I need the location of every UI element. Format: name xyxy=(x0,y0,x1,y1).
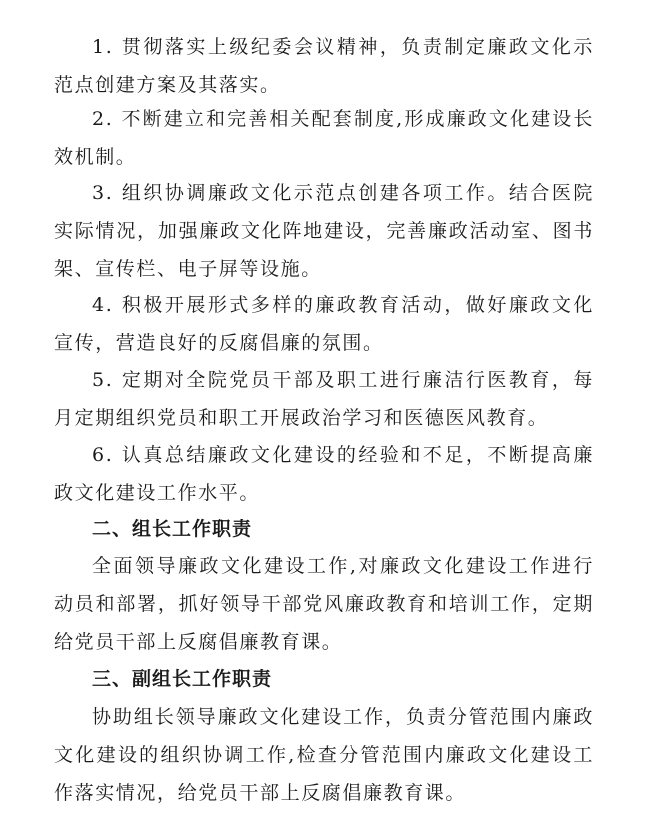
section-body-deputy-leader: 协助组长领导廉政文化建设工作，负责分管范围内廉政文化建设的组织协调工作,检查分管范围内廉政文化建设工作落实情况，给党员干部上反腐倡廉教育课。 xyxy=(54,706,594,804)
duty-item-3: 3. 组织协调廉政文化示范点创建各项工作。结合医院实际情况，加强廉政文化阵地建设，完善廉政活动室、图书架、宣传栏、电子屏等设施。 xyxy=(54,182,594,280)
duty-item-4: 4. 积极开展形式多样的廉政教育活动，做好廉政文化宣传，营造良好的反腐倡廉的氛围。 xyxy=(54,294,594,354)
duty-item-5: 5. 定期对全院党员干部及职工进行廉洁行医教育，每月定期组织党员和职工开展政治学习和医德医风教育。 xyxy=(54,369,594,429)
section-heading-deputy-leader: 三、副组长工作职责 xyxy=(92,668,273,690)
section-body-leader: 全面领导廉政文化建设工作,对廉政文化建设工作进行动员和部署，抓好领导干部党风廉政教育和培训工作，定期给党员干部上反腐倡廉教育课。 xyxy=(54,555,594,653)
duty-item-1: 1. 贯彻落实上级纪委会议精神，负责制定廉政文化示范点创建方案及其落实。 xyxy=(54,36,594,96)
duty-item-2: 2. 不断建立和完善相关配套制度,形成廉政文化建设长效机制。 xyxy=(54,108,594,168)
duty-item-6: 6. 认真总结廉政文化建设的经验和不足，不断提高廉政文化建设工作水平。 xyxy=(54,444,594,504)
section-heading-leader: 二、组长工作职责 xyxy=(92,518,253,540)
